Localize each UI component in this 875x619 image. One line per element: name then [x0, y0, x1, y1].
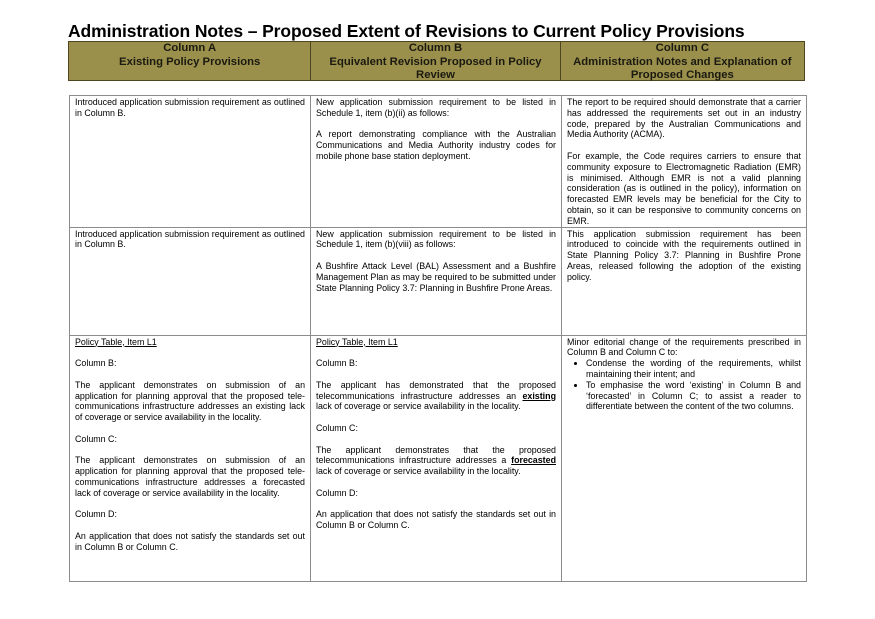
column-header-bar [68, 41, 805, 81]
table-cell-column-b [311, 227, 562, 335]
table-cell-column-b [311, 96, 562, 228]
column-b-label: Column B: [75, 358, 117, 369]
cell-paragraph: A Bushfire Attack Level (BAL) Assessment and a Bushfire Management Plan as may be required to be submitted under State Planning Policy 3.7: Planning in Bushfire Prone Areas. [316, 260, 556, 293]
table-cell-column-c [562, 96, 807, 228]
bullet-list [567, 358, 801, 412]
column-c-label: Column C [655, 42, 710, 54]
column-a-label: Column A [163, 42, 217, 54]
table-cell-column-c [562, 335, 807, 581]
list-item: • To emphasise the word ‘existing’ in Column B and ‘forecasted’ in Column C; to assist a reader to differentiate between the content of the two columns. [586, 380, 801, 412]
cell-paragraph [316, 380, 556, 412]
column-b-label: Column B [408, 42, 463, 54]
cell-paragraph: New application submission requirement to be listed in Schedule 1, item (b)(ii) as follows: [316, 97, 556, 118]
column-d-label: Column D: [75, 509, 117, 520]
cell-paragraph: This application submission requirement has been introduced to coincide with the requirements outlined in State Planning Policy 3.7: Planning in Bushfire Prone Areas, released following the adoption of the existing policy. [567, 228, 801, 282]
emphasis-existing: existing [522, 390, 556, 401]
column-c-label: Column C: [75, 433, 117, 444]
cell-paragraph [316, 445, 556, 477]
cell-paragraph: Introduced application submission requirement as outlined in Column B. [75, 97, 305, 118]
table-cell-column-a [70, 227, 311, 335]
cell-paragraph: The applicant demonstrates on submission of an application for planning approval that the proposed tele-communications infrastructure addresses a forecasted lack of coverage or service availability in the locality. [75, 455, 305, 498]
column-b-label: Column B: [316, 358, 358, 369]
cell-paragraph: For example, the Code requires carriers to ensure that community exposure to Electromagnetic Radiation (EMR) is minimised. Although EMR is not a valid planning consideration (as is outlined in the policy), information on forecasted EMR levels may be beneficial for the City to obtain, so it can be responsive to community concerns on EMR. [567, 150, 801, 226]
cell-paragraph: An application that does not satisfy the standards set out in Column B or Column C. [75, 530, 305, 552]
cell-paragraph: New application submission requirement to be listed in Schedule 1, item (b)(viii) as follows: [316, 228, 556, 250]
page-title: Administration Notes – Proposed Extent of Revisions to Current Policy Provisions [68, 21, 745, 41]
text-run: lack of coverage or service availability in the locality. [316, 466, 521, 477]
list-item: • Condense the wording of the requirements, whilst maintaining their intent; and [586, 358, 801, 380]
revisions-table [69, 95, 807, 582]
column-b-header [310, 42, 559, 80]
emphasis-forecasted: forecasted [511, 455, 556, 466]
policy-reference: Policy Table, Item L1 [316, 336, 398, 347]
column-a-header [69, 42, 310, 80]
table-row [70, 335, 807, 581]
cell-paragraph: The applicant demonstrates on submission of an application for planning approval that the proposed tele-communications infrastructure addresses an existing lack of coverage or service availability in the locality. [75, 379, 305, 423]
table-cell-column-b [311, 335, 562, 581]
column-d-label: Column D: [316, 487, 358, 498]
text-run: The applicant demonstrates that the proposed telecommunications infrastructure addresses a [316, 444, 556, 466]
column-c-title: Administration Notes and Explanation of Proposed Changes [573, 55, 792, 81]
text-run: The applicant has demonstrated that the proposed telecommunications infrastructure addresses an [316, 379, 556, 401]
table-row [70, 96, 807, 228]
cell-paragraph: Introduced application submission requirement as outlined in Column B. [75, 228, 305, 250]
column-b-title: Equivalent Revision Proposed in Policy Review [329, 55, 542, 81]
table-cell-column-a [70, 96, 311, 228]
cell-paragraph: The report to be required should demonstrate that a carrier has addressed the requirements set out in an industry code, prepared by the Australian Communications and Media Authority (ACMA). [567, 97, 801, 140]
column-a-title: Existing Policy Provisions [119, 55, 261, 68]
cell-paragraph: A report demonstrating compliance with the Australian Communications and Media Authority industry codes for mobile phone base station deployment. [316, 129, 556, 161]
text-run: lack of coverage or service availability in the locality. [316, 401, 521, 412]
column-c-label: Column C: [316, 422, 358, 433]
policy-reference: Policy Table, Item L1 [75, 336, 157, 347]
column-c-header [560, 42, 804, 80]
table-cell-column-c [562, 227, 807, 335]
cell-paragraph: An application that does not satisfy the standards set out in Column B or Column C. [316, 509, 556, 531]
table-row [70, 227, 807, 335]
table-cell-column-a [70, 335, 311, 581]
cell-paragraph: Minor editorial change of the requirements prescribed in Column B and Column C to: [567, 336, 801, 358]
